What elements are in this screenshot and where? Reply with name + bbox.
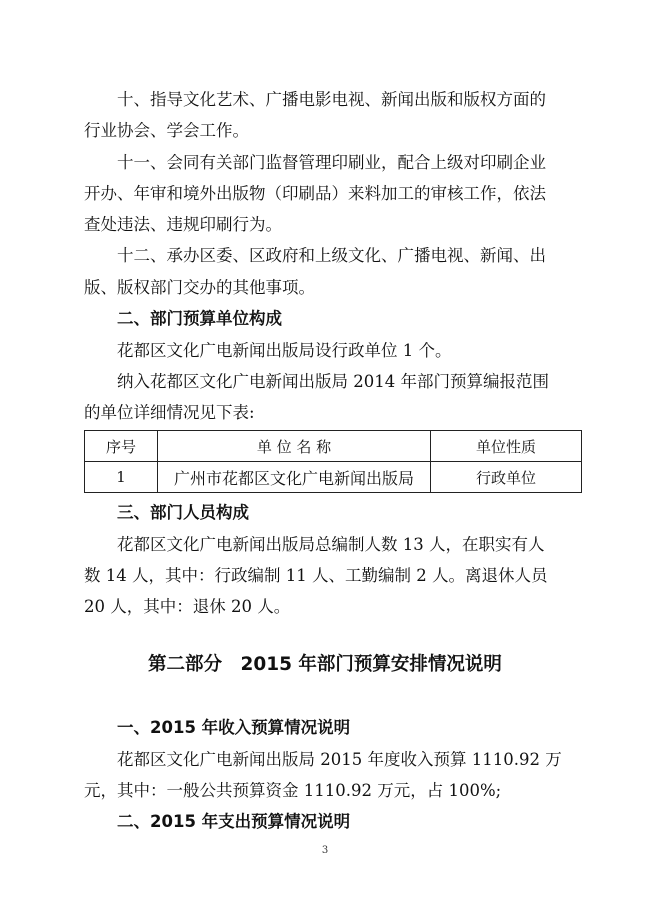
- duty-11-line2: 开办、年审和境外出版物（印刷品）来料加工的审核工作，依法: [84, 184, 546, 203]
- cell-unit-name: 广州市花都区文化广电新闻出版局: [158, 462, 431, 493]
- duty-12-line2: 版、版权部门交办的其他事项。: [84, 278, 315, 297]
- table-header-row: [85, 431, 582, 462]
- section2-text1: 花都区文化广电新闻出版局设行政单位 1 个。: [117, 341, 452, 360]
- col-header-type: 单位性质: [431, 431, 582, 462]
- section3-line3: 20 人，其中：退休 20 人。: [84, 597, 291, 616]
- duty-10-line2: 行业协会、学会工作。: [84, 121, 249, 140]
- page-number: 3: [321, 845, 329, 856]
- section3-line2: 数 14 人，其中：行政编制 11 人、工勤编制 2 人。离退休人员: [84, 566, 548, 585]
- duty-11-line3: 查处违法、违规印刷行为。: [84, 215, 282, 234]
- duty-10-line1: 十、指导文化艺术、广播电影电视、新闻出版和版权方面的: [117, 90, 546, 109]
- units-table: [84, 430, 582, 493]
- part2-title: 第二部分 2015 年部门预算安排情况说明: [148, 654, 502, 675]
- duty-12-line1: 十二、承办区委、区政府和上级文化、广播电视、新闻、出: [117, 246, 546, 265]
- section3-line1: 花都区文化广电新闻出版局总编制人数 13 人，在职实有人: [117, 535, 545, 554]
- section2-text2-line2: 的单位详细情况见下表:: [84, 403, 255, 422]
- income-line2: 元，其中：一般公共预算资金 1110.92 万元，占 100%;: [84, 781, 502, 800]
- col-header-index: 序号: [85, 431, 158, 462]
- section2-text2-line1: 纳入花都区文化广电新闻出版局 2014 年部门预算编报范围: [117, 372, 549, 391]
- table-row: [85, 462, 582, 493]
- section2-heading: 二、部门预算单位构成: [117, 309, 282, 328]
- expense-heading: 二、2015 年支出预算情况说明: [117, 812, 351, 831]
- cell-index: 1: [85, 462, 158, 493]
- cell-unit-type: 行政单位: [431, 462, 582, 493]
- col-header-name: 单 位 名 称: [158, 431, 431, 462]
- income-line1: 花都区文化广电新闻出版局 2015 年度收入预算 1110.92 万: [117, 750, 562, 769]
- section3-heading: 三、部门人员构成: [117, 503, 249, 522]
- income-heading: 一、2015 年收入预算情况说明: [117, 718, 351, 737]
- duty-11-line1: 十一、会同有关部门监督管理印刷业，配合上级对印刷企业: [117, 153, 546, 172]
